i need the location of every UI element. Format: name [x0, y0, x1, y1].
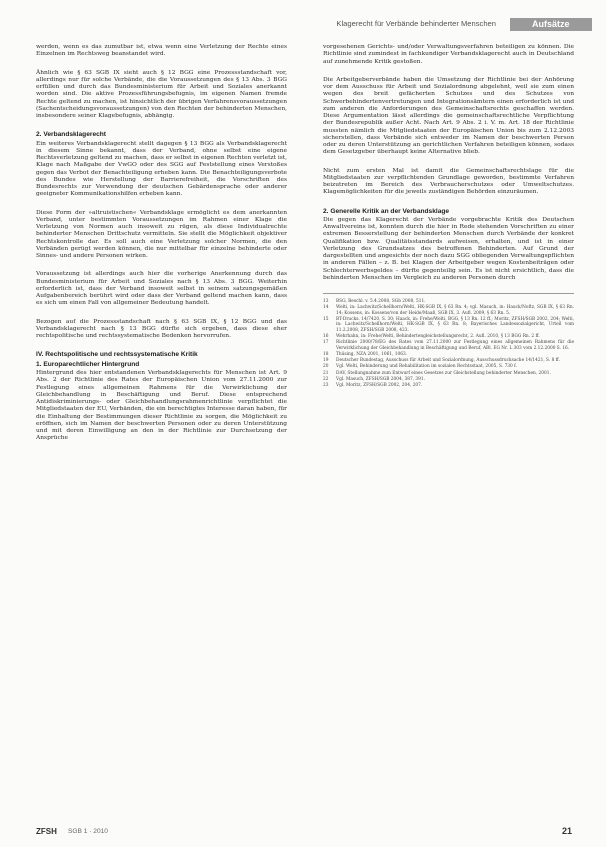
journal-issue: SGB 1 · 2010 [68, 828, 108, 835]
subsection-heading: 1. Europarechtlicher Hintergrund [36, 360, 140, 368]
footnote-divider [323, 293, 574, 294]
footnote-number: 14 [323, 305, 329, 311]
paragraph: Nicht zum ersten Mal ist damit die Gemeinschaftsrechtslage für die Mitgliedstaaten zur verpflichtenden Grundlage geworden, bestimmte Verfahren beizutreten im Bereich des Verbraucherschutzes oder Umweltschutzes. Klagemöglichkeiten für die jeweils zuständigen Behörden einzuräumen. [323, 167, 574, 196]
section-heading: 2. Verbandsklagerecht [36, 131, 107, 139]
paragraph: Die Arbeitgeberverbände haben die Umsetzung der Richtlinie bei der Anhörung vor dem Ausschuss für Arbeit und Sozialordnung abgelehnt, weil sie zum einen wegen des breit gefächerten Schutzes und des Schutzes von Schwerbehindertenvertretungen und Integrationsämtern einen erforderlich ist und zum anderen die Anforderungen des Gemeinschaftsrechts geschaffen werden. Diese Argumentation lässt allerdings die gemeinschaftsrechtliche Verpflichtung der Bundesrepublik außer Acht. Nach Art. 9 Abs. 2 i. V. m. Art. 18 der Richtlinie mussten nämlich die Mitgliedstaaten der Europäischen Union bis zum 2.12.2003 sicherstellen, dass Verbände sich entweder im Namen der beschwerten Person oder zu deren Unterstützung an gerichtlichen Verfahren beteiligen können, sodass dem Gesetzgeber überhaupt keine Alternative blieb. [323, 76, 574, 156]
paragraph: Ein weiteres Verbandsklagerecht stellt dagegen § 13 BGG als Verbandsklagerecht in diesem Sinne bekannt, dass der Verband, ohne selbst eine eigene Rechtsverletzung geltend zu machen, dass er selbst in eigenen Rechten verletzt ist, Klage nach Maßgabe der VwGO oder des SGG auf Feststellung eines Verstoßes gegen das Verbot der Benachteiligung erheben kann. Die Benachteiligungsverbote des Bundes wie Herstellung der Barrierefreiheit, die Vorschriften des Bundesrechts zur Verwendung der deutschen Gebärdensprache oder anderer geeigneter Kommunikationshilfen erheben kann. [36, 140, 287, 198]
running-header-title: Klagerecht für Verbände behinderter Menschen [336, 19, 496, 28]
paragraph: Die gegen das Klagerecht der Verbände vorgebrachte Kritik des Deutschen Anwaltvereins ist, konnten durch die hier in Rede stehenden Vorschriften zu einer extremen Besserstellung der behinderten Menschen durch Verbände der konkret Qualifikation bzw. Qualitätsstandards aufweisen, erhalten, und ist in einer Verletzung des Grundsatzes des betroffenen Behinderten. Auf Grund der dargestellten und angesichts der noch dazu SGG obliegenden Verwaltungspflichten in anderen Fällen – z. B. bei Klagen der Arbeitgeber wegen Kostenbeiträgen oder Schlechterwerbsgeldes – dürfte gegenteilig sein. Es ist nicht ersichtlich, dass die behinderten Menschen im Vergleich zu anderen Personen durch [323, 216, 574, 281]
footnote [323, 383, 574, 388]
footnote-text: Vgl. Welti, Behinderung und Rehabilitation im sozialen Rechtsstaat, 2005, S. 730 f. [336, 364, 517, 370]
paragraph: werden, wenn es das zumutbar ist, etwa wenn eine Verletzung der Rechte eines Einzelnen im Rechtsweg beanstandet wird. [36, 44, 287, 58]
footnote [323, 340, 574, 351]
footnote-text: Vgl. Moritz, ZFSH/SGB 2002, 204, 207. [336, 383, 423, 389]
footnote [323, 305, 574, 316]
footnote-number: 22 [323, 377, 329, 383]
page-number: 21 [561, 826, 572, 836]
footnote [323, 371, 574, 376]
footnote-text: Richtlinie 2000/78/EG des Rates vom 27.11.2000 zur Festlegung eines allgemeinen Rahmens für die Verwirklichung der Gleichbehandlung in Beschäftigung und Beruf, ABl. EG Nr. L 303 vom 2.12.2000 S. 16. [336, 340, 574, 351]
footnote-number: 21 [323, 370, 329, 376]
footnote-text: Welti, in: Lachwitz/Schellhorn/Welti, HK-SGB IX, § 63 Rn. 4; vgl. Masuch, in: Hauck/Noftz, SGB IX, § 63 Rn. 14; Kossens, in: Kossens/von der Heide/Maaß, SGB IX, 3. Aufl. 2009, § 63 Rn. 5. [336, 305, 574, 316]
paragraph: vorgesehenen Gerichts- und/oder Verwaltungsverfahren beteiligen zu können. Die Richtlinie sind zumindest in fachkundiger Verbandsklagerecht auch in Deutschland auf zunehmende Kritik gestoßen. [323, 44, 574, 65]
footnote-number: 17 [323, 340, 329, 346]
footnote-number: 20 [323, 364, 329, 370]
section-heading: 2. Generelle Kritik an der Verbandsklage [323, 207, 450, 215]
footnote-number: 16 [323, 333, 329, 339]
paragraph: Bezogen auf die Prozessstandschaft nach § 63 SGB IX, § 12 BGG und das Verbandsklagerecht nach § 13 BGG dürfte sich ergeben, dass diese eher rechtspolitische und rechtssystematische Bedenken hervorrufen. [36, 318, 287, 340]
paragraph: Voraussetzung ist allerdings auch hier die vorherige Anerkennung durch das Bundesministerium für Arbeit und Soziales nach § 13 Abs. 3 BGG. Weiterhin erforderlich ist, dass der Verband insoweit selbst in seinem satzungsgemäßen Aufgabenbereich berührt wird oder dass der Verband geltend machen kann, dass es sich um einen Fall von allgemeiner Bedeutung handelt. [36, 271, 287, 307]
footnote-text: Vgl. Masuch, ZFSH/SGB 2004, 387, 391. [336, 377, 425, 383]
footnote-text: DAV, Stellungnahme zum Entwurf eines Gesetzes zur Gleichstellung behinderter Menschen, 2001. [336, 370, 551, 376]
footnote-number: 23 [323, 383, 329, 389]
journal-name: ZFSH [36, 827, 57, 836]
footnote-number: 13 [323, 299, 329, 305]
footnote [323, 358, 574, 363]
footnote [323, 364, 574, 369]
footnote-text: BSG, Beschl. v. 5.4.2008, SGb 2008, 511. [336, 299, 426, 305]
paragraph: Ähnlich wie § 63 SGB IX sieht auch § 12 BGG eine Prozessstandschaft vor, allerdings nur für solche Verbände, die die Voraussetzungen des § 13 Abs. 3 BGG erfüllen und durch das Bundesministerium für Arbeit und Soziales anerkannt worden sind. Die aktive Prozessführungsbefugnis, im eigenen Namen fremde Rechte geltend zu machen, ist hinsichtlich der übrigen Verfahrensvoraussetzungen (Sachentscheidungsvoraussetzungen) von den Rechten der behinderten Menschen, insbesondere seiner Klagebefugnis, abhängig. [36, 69, 287, 119]
left-column [36, 44, 287, 454]
paragraph: Diese Form der »altruistischen« Verbandsklage ermöglicht es dem anerkannten Verband, unter bestimmten Voraussetzungen im Rahmen einer Klage die Verletzung von Normen auch insoweit zu rügen, als diese Individualrechte behinderter Menschen Drittschutz vermitteln. Sie stellt die Möglichkeit objektiver Rechtskontrolle dar. Es soll auch eine Verletzung solcher Normen, die den Verbänden gerügt werden können, die nur mittelbar für einzelne behinderte oder Sinnes- und andere Personen wirken. [36, 209, 287, 260]
footnote-number: 15 [323, 317, 329, 323]
footnote-text: Thüsing, NZA 2001, 1061, 1063. [336, 351, 408, 357]
footnote [323, 352, 574, 357]
footnote [323, 377, 574, 382]
section-heading: IV. Rechtspolitische und rechtssystematische Kritik [36, 351, 198, 359]
paragraph: Hintergrund des hier entstandenen Verbandsklagerechts für Menschen ist Art. 9 Abs. 2 der Richtlinie des Rates der Europäischen Union vom 27.11.2000 zur Festlegung eines allgemeinen Rahmens für die Verwirklichung der Gleichbehandlung in Beschäftigung und Beruf. Diese entsprechend Antidiskriminierungs- oder Gleichbehandlungsrahmenrichtlinie verpflichtet die Mitgliedstaaten der EU, Verbänden, die ein berechtigtes Interesse daran haben, für die Einhaltung der Bestimmungen dieser Richtlinie zu sorgen, die Möglichkeit zu eröffnen, sich im Namen der beschwerten Personen oder zu deren Unterstützung und mit deren Einwilligung an den in der Richtlinie zur Durchsetzung der Ansprüche [36, 370, 287, 442]
section-badge: Aufsätze [510, 18, 592, 31]
footnote [323, 299, 574, 304]
footnote [323, 317, 574, 333]
footnote-number: 18 [323, 351, 329, 357]
footnote-number: 19 [323, 358, 329, 364]
footnotes [323, 299, 574, 388]
page-footer [36, 827, 572, 837]
footnote-text: BT-Drucks. 14/7420, S. 30; Haack, in: Frehe/Welti, BGG, § 13 Rn. 12 ff.; Moritz, ZFSH/SGB 2002, 204; Welti, in: Lachwitz/Schellhorn/Welti, HK-SGB IX, § 63 Rn. 8; Bayerisches Landessozialgericht, Urteil vom 11.2.2008, ZFSH/SGB 2008, 423. [336, 317, 574, 333]
footnote-text: Wehrhahn, in: Frehe/Welti, Behindertengleichstellungsrecht, 2. Aufl. 2010, § 13 BGG Rn. 2 ff. [336, 333, 540, 339]
footnote [323, 334, 574, 339]
running-header [0, 18, 606, 32]
right-column [323, 44, 574, 390]
footnote-text: Deutscher Bundestag, Ausschuss für Arbeit und Sozialordnung, Ausschussdrucksache 14/1421, S. 8 ff. [336, 358, 560, 364]
